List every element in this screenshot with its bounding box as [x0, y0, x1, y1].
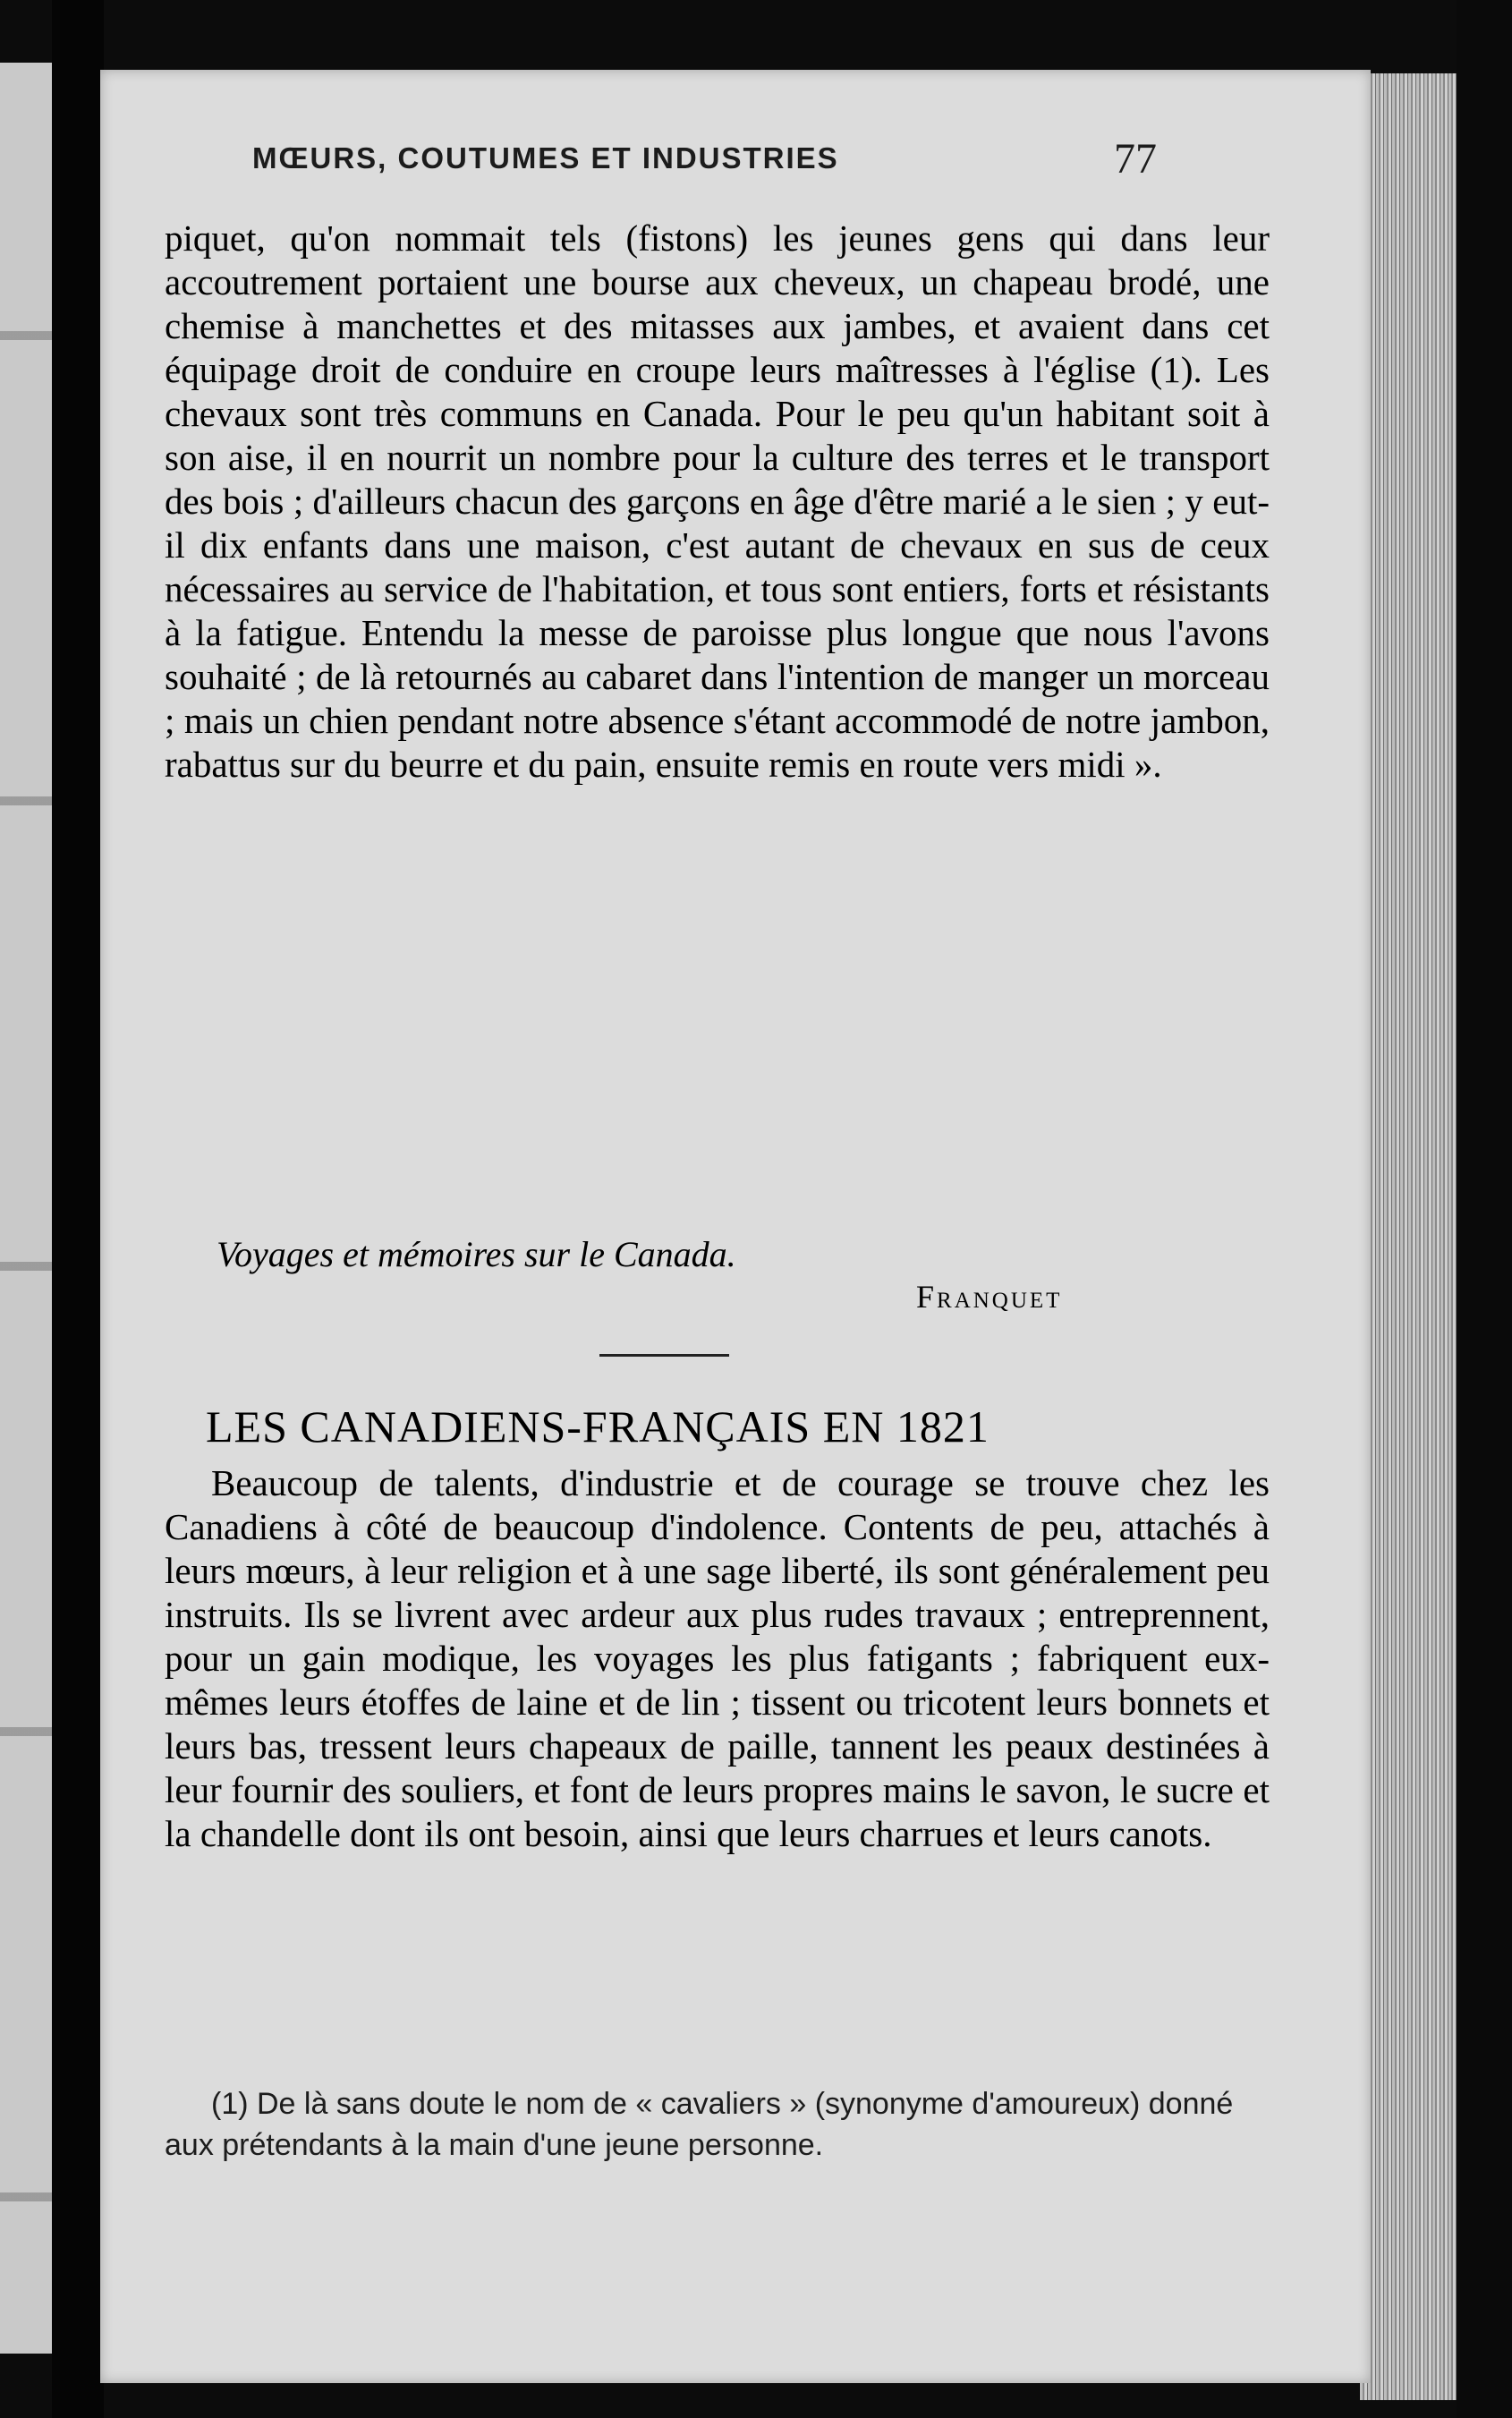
section-divider [599, 1354, 729, 1357]
section-title: LES CANADIENS-FRANÇAIS EN 1821 [206, 1401, 990, 1452]
citation: Voyages et mémoires sur le Canada. [217, 1234, 736, 1274]
page-number: 77 [1114, 135, 1157, 183]
previous-page-edge [0, 63, 52, 2354]
page-stack-edge [1360, 73, 1457, 2400]
footnote: (1) De là sans doute le nom de « cavaliers » (synonyme d'amoureux) donné aux prétendants à la main d'une jeune personne. [165, 2087, 1234, 2162]
book-page [100, 70, 1371, 2383]
paragraph-1: piquet, qu'on nommait tels (fistons) les jeunes gens qui dans leur accoutrement portaient une bourse aux cheveux, un chapeau brodé, une chemise à manchettes et des mitasses aux jambes, et avaient dans cet équipage droit de conduire en croupe leurs maîtresses à l'église (1). Les chevaux sont très communs en Canada. Pour le peu qu'un habitant soit à son aise, il en nourrit un nombre pour la culture des terres et le transport des bois ; d'ailleurs chacun des garçons en âge d'être marié a le sien ; y eut-il dix enfants dans une maison, c'est autant de chevaux en sus de ceux nécessaires au service de l'habitation, et tous sont entiers, forts et résistants à la fatigue. Entendu la messe de paroisse plus longue que nous l'avons souhaité ; de là retournés au cabaret dans l'intention de manger un morceau ; mais un chien pendant notre absence s'étant accommodé de notre jambon, rabattus sur du beurre et du pain, ensuite remis en route vers midi ». [165, 217, 1270, 785]
running-title: MŒURS, COUTUMES ET INDUSTRIES [252, 141, 839, 175]
previous-page-text-marks [0, 63, 52, 2354]
paragraph-2: Beaucoup de talents, d'industrie et de courage se trouve chez les Canadiens à côté de beaucoup d'indolence. Contents de peu, attachés à leurs mœurs, à leur religion et à une sage liberté, ils sont généralement peu instruits. Ils se livrent avec ardeur aux plus rudes travaux ; entreprennent, pour un gain modique, les voyages les plus fatigants ; fabriquent eux-mêmes leurs étoffes de laine et de lin ; tissent ou tricotent leurs bonnets et leurs bas, tressent leurs chapeaux de paille, tannent les peaux destinées à leur fournir des souliers, et font de leurs propres mains le savon, le sucre et la chandelle dont ils ont besoin, ainsi que leurs charrues et leurs canots. [165, 1462, 1270, 1854]
author: Franquet [916, 1279, 1063, 1315]
scan-background-right [1457, 0, 1512, 2418]
book-gutter [52, 0, 104, 2418]
